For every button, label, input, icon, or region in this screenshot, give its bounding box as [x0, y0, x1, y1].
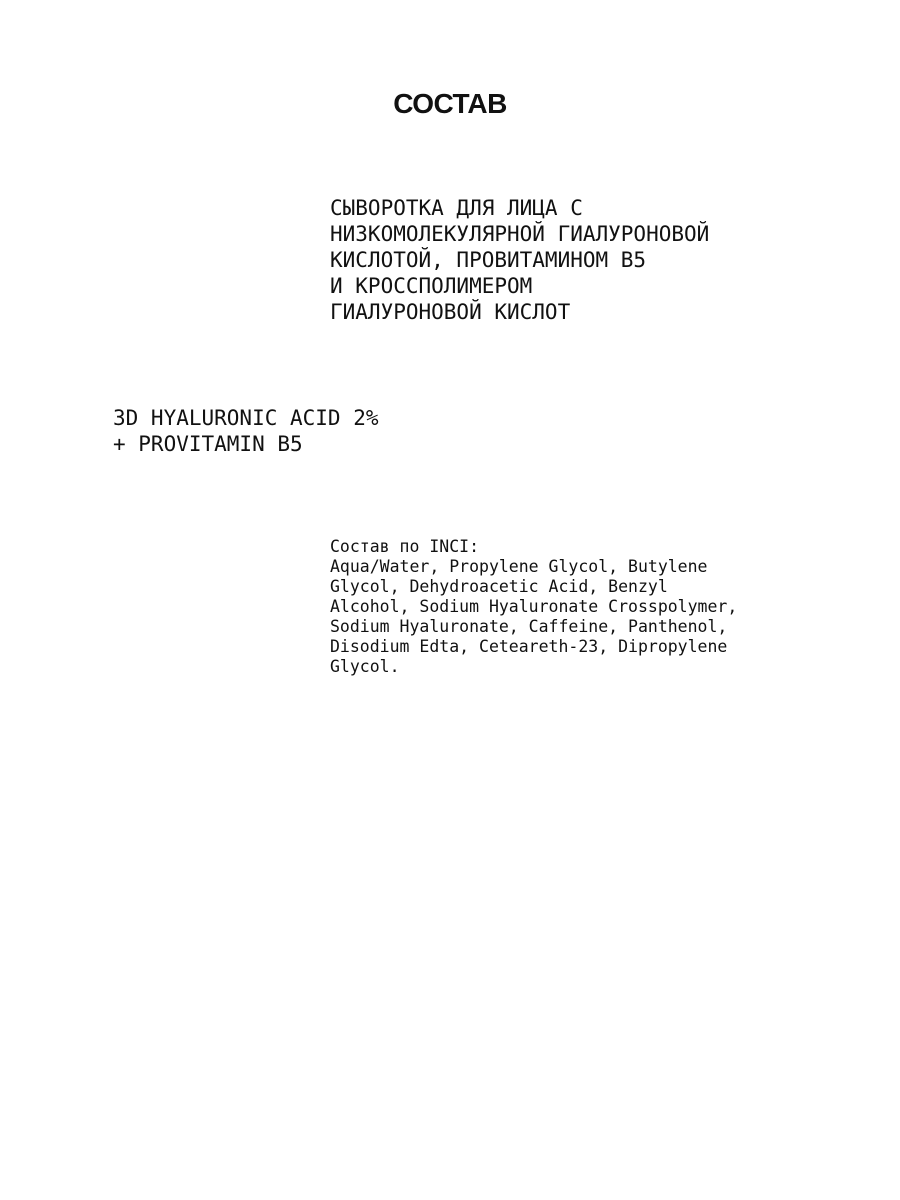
product-description-line: ГИАЛУРОНОВОЙ КИСЛОТ [330, 300, 571, 324]
product-description-line: СЫВОРОТКА ДЛЯ ЛИЦА С [330, 196, 583, 220]
inci-line: Sodium Hyaluronate, Caffeine, Panthenol, [330, 617, 728, 636]
inci-line: Alcohol, Sodium Hyaluronate Crosspolymer, [330, 597, 738, 616]
inci-line: Disodium Edta, Ceteareth-23, Dipropylene [330, 637, 728, 656]
inci-label: Состав по INCI: [330, 537, 480, 556]
formula-highlight [113, 405, 613, 457]
product-description [330, 195, 870, 325]
page-title: СОСТАВ [393, 88, 507, 119]
product-description-line: КИСЛОТОЙ, ПРОВИТАМИНОМ B5 [330, 248, 647, 272]
inci-line: Glycol, Dehydroacetic Acid, Benzyl [330, 577, 668, 596]
inci-line: Aqua/Water, Propylene Glycol, Butylene [330, 557, 708, 576]
product-description-line: И КРОССПОЛИМЕРОМ [330, 274, 533, 298]
formula-line: 3D HYALURONIC ACID 2% [113, 406, 379, 430]
inci-line: Glycol. [330, 657, 400, 676]
formula-line: + PROVITAMIN B5 [113, 432, 303, 456]
inci-ingredients [330, 537, 870, 677]
product-description-line: НИЗКОМОЛЕКУЛЯРНОЙ ГИАЛУРОНОВОЙ [330, 222, 710, 246]
